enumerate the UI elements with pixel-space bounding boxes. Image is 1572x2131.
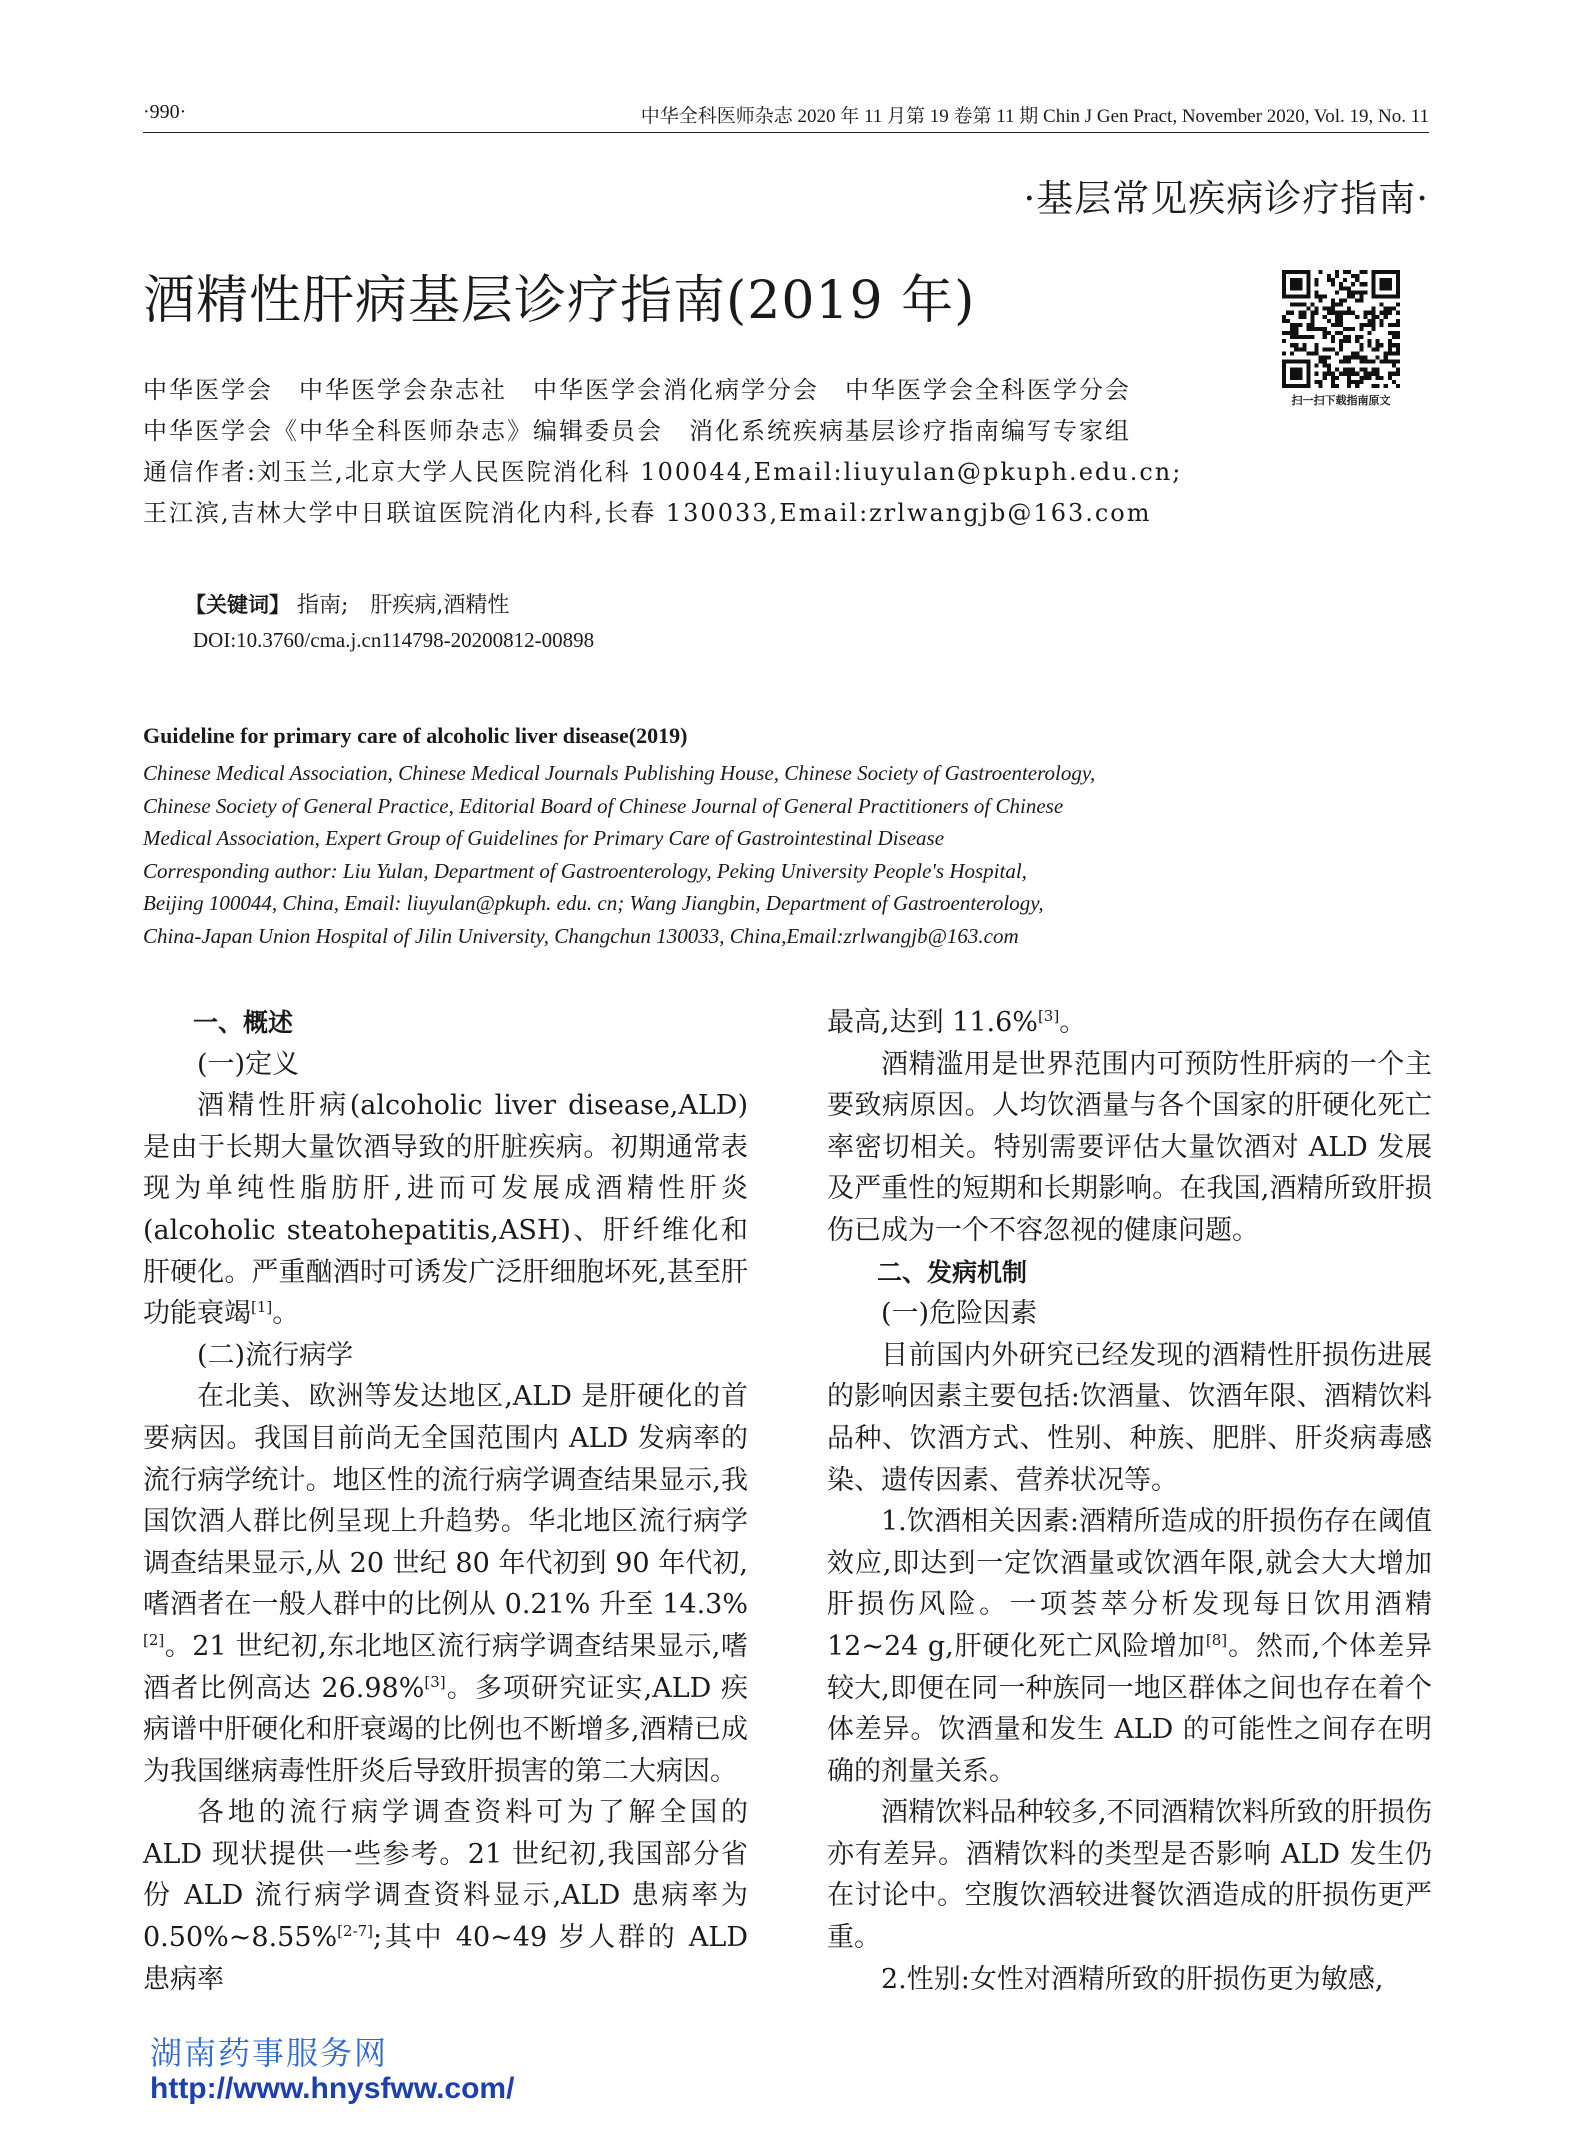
citation: [2-7] (337, 1922, 374, 1941)
paragraph-text: 。 (272, 1298, 300, 1330)
paragraph-text: 。 (1059, 1007, 1087, 1038)
english-line: Chinese Medical Association, Chinese Medical Journals Publishing House, Chinese Society of Gastroenterology, (143, 761, 1096, 785)
english-title: Guideline for primary care of alcoholic liver disease(2019) (143, 723, 688, 748)
subheading-definition: (一)定义 (197, 1048, 300, 1080)
english-line: Corresponding author: Liu Yulan, Department of Gastroenterology, Peking University People's Hospital, (143, 858, 1027, 883)
paragraph (143, 1376, 748, 1792)
paragraph: 2.性别:女性对酒精所致的肝损伤更为敏感, (881, 1963, 1384, 1995)
qr-code (1282, 270, 1400, 388)
paragraph-text: 酒精性肝病(alcoholic liver disease,ALD)是由于长期大量饮酒导致的肝脏疾病。初期通常表现为单纯性脂肪肝,进而可发展成酒精性肝炎(alcoholic steatohepatitis,ASH)、肝纤维化和肝硬化。严重酗酒时可诱发广泛肝细胞坏死,甚至肝功能衰竭 (143, 1090, 748, 1330)
english-line: Medical Association, Expert Group of Guidelines for Primary Care of Gastrointestinal Disease (143, 826, 945, 850)
paragraph-text: 在北美、欧洲等发达地区,ALD 是肝硬化的首要病因。我国目前尚无全国范围内 ALD 发病率的流行病学统计。地区性的流行病学调查结果显示,我国饮酒人群比例呈现上升趋势。华北地区流行病学调查结果显示,从 20 世纪 80 年代初到 90 年代初,嗜酒者在一般人群中的比例从 0.21% 升至 14.3% (143, 1381, 748, 1621)
english-line: Chinese Society of General Practice, Editorial Board of Chinese Journal of General Practitioners of Chinese (143, 793, 1064, 818)
author-block (143, 370, 1182, 534)
keywords-text: 指南; 肝疾病,酒精性 (297, 593, 510, 618)
paragraph (143, 1085, 748, 1335)
body-left-column (143, 1002, 748, 2000)
paragraph-text: 1.饮酒相关因素:酒精所造成的肝损伤存在阈值效应,即达到一定饮酒量或饮酒年限,就会大大增加肝损伤风险。一项荟萃分析发现每日饮用酒精 12~24 g,肝硬化死亡风险增加 (827, 1506, 1432, 1662)
english-authors (143, 757, 1183, 952)
section-label: ·基层常见疾病诊疗指南· (1023, 177, 1429, 220)
paragraph-text: 。多项研究证实,ALD 疾病谱中肝硬化和肝衰竭的比例也不断增多,酒精已成为我国继病毒性肝炎后导致肝损害的第二大病因。 (143, 1672, 748, 1787)
citation: [8] (1205, 1630, 1228, 1649)
watermark-site-name: 湖南药事服务网 (150, 2034, 389, 2072)
paragraph: 目前国内外研究已经发现的酒精性肝损伤进展的影响因素主要包括:饮酒量、饮酒年限、酒精饮料品种、饮酒方式、性别、种族、肥胖、肝炎病毒感染、遗传因素、营养状况等。 (827, 1339, 1432, 1496)
paragraph (143, 1792, 748, 2000)
section-heading-overview: 一、概述 (193, 1008, 294, 1037)
section-heading-pathogenesis: 二、发病机制 (877, 1257, 1028, 1287)
english-line: Beijing 100044, China, Email: liuyulan@pkuph. edu. cn; Wang Jiangbin, Department of Gastroenterology, (143, 891, 1044, 915)
paragraph: 酒精滥用是世界范围内可预防性肝病的一个主要致病原因。人均饮酒量与各个国家的肝硬化死亡率密切相关。特别需要评估大量饮酒对 ALD 发展及严重性的短期和长期影响。在我国,酒精所致肝损伤已成为一个不容忽视的健康问题。 (827, 1048, 1432, 1246)
qr-caption: 扫一扫下载指南原文 (1291, 394, 1391, 407)
subheading-epidemiology: (二)流行病学 (197, 1339, 354, 1371)
citation: [3] (424, 1672, 446, 1691)
citation: [2] (143, 1630, 165, 1649)
paragraph-text: 各地的流行病学调查资料可为了解全国的 ALD 现状提供一些参考。21 世纪初,我国部分省份 ALD 流行病学调查资料显示,ALD 患病率为 0.50%~8.55% (143, 1797, 748, 1954)
keywords-label: 【关键词】 (185, 593, 290, 617)
english-line: China-Japan Union Hospital of Jilin University, Changchun 130033, China,Email:zrlwangjb@163.com (143, 923, 1019, 948)
citation: [3] (1037, 1007, 1060, 1025)
page-number: ·990· (143, 101, 187, 123)
journal-running-header: 中华全科医师杂志 2020 年 11 月第 19 卷第 11 期 Chin J Gen Pract, November 2020, Vol. 19, No. 11 (640, 106, 1429, 127)
paragraph (827, 1501, 1432, 1792)
paragraph-text: 最高,达到 11.6% (827, 1007, 1038, 1038)
watermark-url-link[interactable]: http://www.hnysfww.com/ (150, 2072, 515, 2105)
paragraph-text: ;其中 40~49 岁人群的 ALD 患病率 (143, 1922, 748, 1995)
author-line: 中华医学会 中华医学会杂志社 中华医学会消化病学分会 中华医学会全科医学分会 (143, 376, 1131, 404)
paragraph (827, 1002, 1432, 1044)
subheading-risk-factors: (一)危险因素 (881, 1298, 1038, 1330)
body-right-column (827, 1002, 1432, 2000)
paragraph-text: 。21 世纪初,东北地区流行病学调查结果显示,嗜酒者比例高达 26.98% (143, 1630, 748, 1704)
keywords (185, 588, 509, 619)
citation: [1] (251, 1298, 273, 1317)
article-title: 酒精性肝病基层诊疗指南(2019 年) (143, 271, 976, 331)
paragraph-text: 。然而,个体差异较大,即便在同一种族同一地区群体之间也存在着个体差异。饮酒量和发生 ALD 的可能性之间存在明确的剂量关系。 (827, 1630, 1432, 1787)
doi: DOI:10.3760/cma.j.cn114798-20200812-00898 (193, 628, 595, 652)
header-rule (143, 132, 1429, 133)
author-line: 中华医学会《中华全科医师杂志》编辑委员会 消化系统疾病基层诊疗指南编写专家组 (143, 417, 1131, 445)
paragraph: 酒精饮料品种较多,不同酒精饮料所致的肝损伤亦有差异。酒精饮料的类型是否影响 ALD 发生仍在讨论中。空腹饮酒较进餐饮酒造成的肝损伤更严重。 (827, 1797, 1432, 1954)
corresponding-author-line: 王江滨,吉林大学中日联谊医院消化内科,长春 130033,Email:zrlwangjb@163.com (143, 499, 1152, 527)
corresponding-author-line: 通信作者:刘玉兰,北京大学人民医院消化科 100044,Email:liuyulan@pkuph.edu.cn; (143, 458, 1183, 486)
